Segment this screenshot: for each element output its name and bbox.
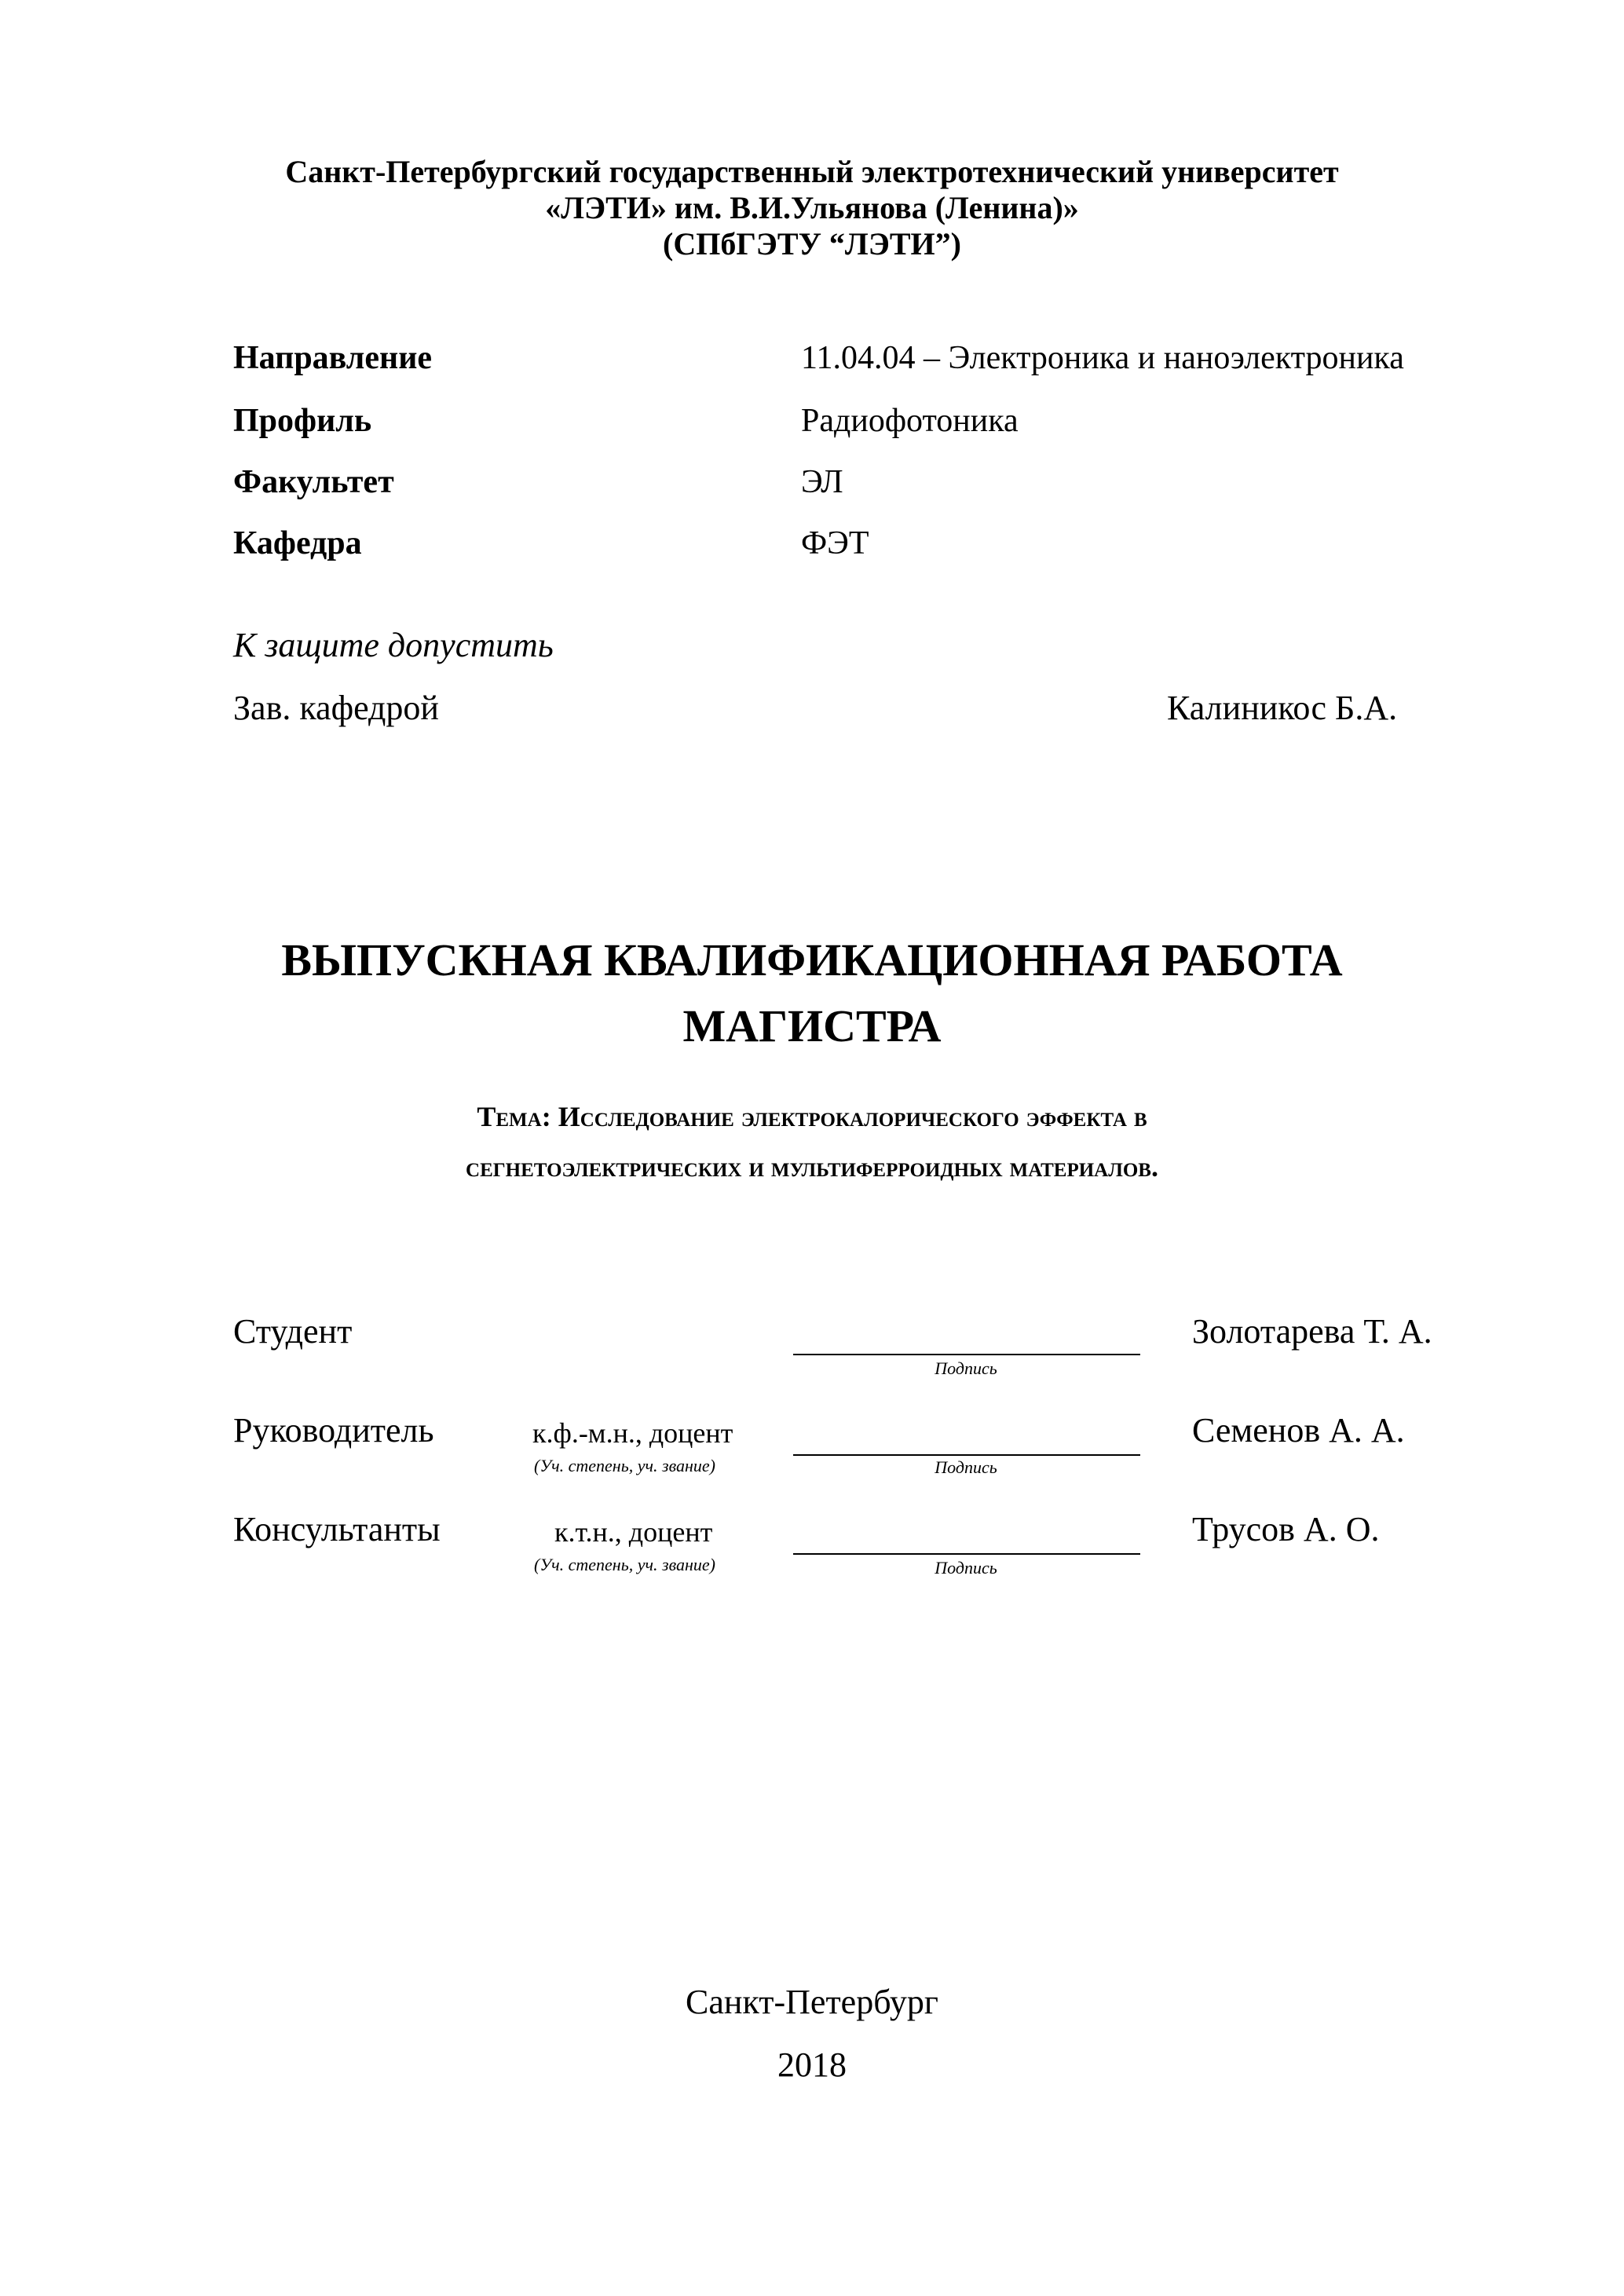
topic-line2: сегнетоэлектрических и мультиферроидных материалов.	[466, 1151, 1158, 1183]
consultants-role: Консультанты	[233, 1510, 441, 1548]
consultant-name: Трусов А. О.	[1192, 1510, 1380, 1548]
supervisor-rank-caption: (Уч. степень, уч. звание)	[534, 1456, 715, 1475]
consultant-rank-caption: (Уч. степень, уч. звание)	[534, 1555, 715, 1574]
student-signature-caption: Подпись	[935, 1358, 997, 1378]
footer-year: 2018	[777, 2046, 847, 2084]
faculty-label: Факультет	[233, 464, 394, 500]
student-signature-line	[793, 1354, 1140, 1355]
consultant-signature-line	[793, 1553, 1140, 1555]
head-of-department-name: Калиникос Б.А.	[1167, 689, 1398, 727]
supervisor-rank: к.ф.-м.н., доцент	[532, 1417, 733, 1449]
university-abbreviation: (СПбГЭТУ “ЛЭТИ”)	[663, 226, 961, 261]
head-of-department-label: Зав. кафедрой	[233, 689, 439, 727]
supervisor-signature-caption: Подпись	[935, 1457, 997, 1477]
department-value: ФЭТ	[801, 525, 869, 561]
supervisor-role: Руководитель	[233, 1411, 434, 1450]
document-title	[0, 933, 1624, 1054]
admission-note: К защите допустить	[233, 626, 554, 664]
student-role: Студент	[233, 1312, 353, 1351]
university-header	[0, 154, 1624, 262]
profile-value: Радиофотоника	[801, 403, 1019, 439]
direction-label: Направление	[233, 340, 433, 376]
supervisor-name: Семенов А. А.	[1192, 1411, 1405, 1450]
thesis-topic	[0, 1091, 1624, 1192]
university-name: Санкт-Петербургский государственный электротехнический университет	[285, 154, 1339, 189]
consultant-signature-caption: Подпись	[935, 1558, 997, 1578]
footer-city: Санкт-Петербург	[686, 1983, 938, 2021]
topic-line1: Тема: Исследование электрокалорического эффекта в	[477, 1101, 1147, 1132]
university-name-line2: «ЛЭТИ» им. В.И.Ульянова (Ленина)»	[545, 190, 1079, 225]
faculty-value: ЭЛ	[801, 464, 843, 500]
consultant-rank: к.т.н., доцент	[554, 1516, 713, 1548]
direction-value: 11.04.04 – Электроника и наноэлектроника	[801, 340, 1404, 376]
title-line2: МАГИСТРА	[682, 1000, 942, 1051]
title-line1: ВЫПУСКНАЯ КВАЛИФИКАЦИОННАЯ РАБОТА	[281, 934, 1343, 985]
profile-label: Профиль	[233, 403, 372, 439]
department-label: Кафедра	[233, 525, 362, 561]
supervisor-signature-line	[793, 1454, 1140, 1456]
student-name: Золотарева Т. А.	[1192, 1312, 1432, 1351]
